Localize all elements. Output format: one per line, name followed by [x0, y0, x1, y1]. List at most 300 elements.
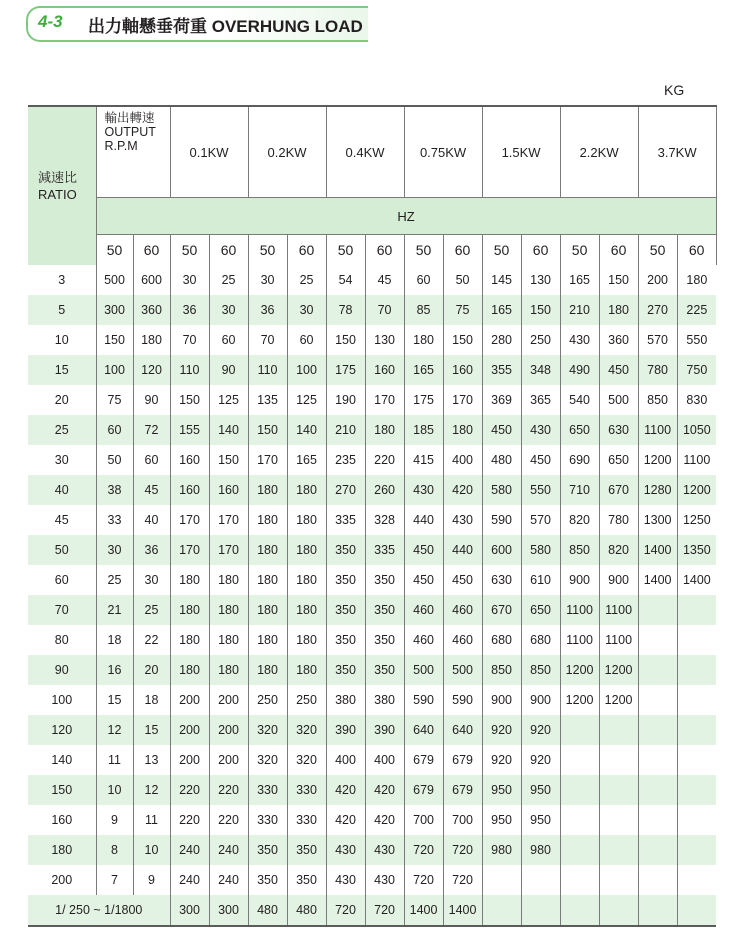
load-cell: 180	[248, 625, 287, 655]
load-cell: 185	[404, 415, 443, 445]
load-cell: 630	[599, 415, 638, 445]
freq-header-14: 50	[638, 235, 677, 266]
table-row	[28, 385, 716, 415]
load-cell: 920	[521, 715, 560, 745]
load-cell: 150	[96, 325, 133, 355]
load-cell: 180	[287, 535, 326, 565]
table-row	[28, 445, 716, 475]
load-cell: 30	[248, 265, 287, 295]
load-cell: 160	[443, 355, 482, 385]
load-cell: 720	[443, 835, 482, 865]
load-cell: 125	[287, 385, 326, 415]
load-cell: 580	[521, 535, 560, 565]
load-cell: 60	[404, 265, 443, 295]
ratio-cell: 20	[28, 385, 96, 415]
load-cell: 950	[521, 775, 560, 805]
load-cell: 180	[287, 505, 326, 535]
load-cell: 440	[443, 535, 482, 565]
load-cell: 200	[170, 715, 209, 745]
load-cell: 420	[326, 775, 365, 805]
load-cell: 180	[443, 415, 482, 445]
load-cell: 25	[96, 565, 133, 595]
load-cell: 355	[482, 355, 521, 385]
load-cell: 130	[365, 325, 404, 355]
load-cell: 25	[287, 265, 326, 295]
load-cell: 320	[287, 715, 326, 745]
load-cell: 950	[482, 775, 521, 805]
load-cell: 100	[96, 355, 133, 385]
load-cell: 570	[521, 505, 560, 535]
load-cell: 11	[133, 805, 170, 835]
freq-header-13: 60	[599, 235, 638, 266]
load-cell: 360	[599, 325, 638, 355]
load-cell	[560, 715, 599, 745]
load-cell: 820	[560, 505, 599, 535]
load-cell: 430	[365, 865, 404, 895]
load-cell: 1200	[638, 445, 677, 475]
load-cell: 165	[404, 355, 443, 385]
ratio-cell: 70	[28, 595, 96, 625]
load-cell: 500	[404, 655, 443, 685]
load-cell: 8	[96, 835, 133, 865]
load-cell: 13	[133, 745, 170, 775]
load-cell: 350	[365, 625, 404, 655]
load-cell: 480	[482, 445, 521, 475]
freq-header-12: 50	[560, 235, 599, 266]
load-cell: 50	[96, 445, 133, 475]
load-cell: 335	[326, 505, 365, 535]
ratio-cell: 180	[28, 835, 96, 865]
load-cell: 85	[404, 295, 443, 325]
ratio-cell: 30	[28, 445, 96, 475]
ratio-cell: 3	[28, 265, 96, 295]
load-cell: 280	[482, 325, 521, 355]
load-cell: 170	[248, 445, 287, 475]
load-cell: 170	[170, 535, 209, 565]
load-cell: 720	[365, 895, 404, 926]
load-cell: 210	[560, 295, 599, 325]
load-cell: 20	[133, 655, 170, 685]
load-cell: 300	[170, 895, 209, 926]
load-cell: 1100	[599, 595, 638, 625]
ratio-label-en: RATIO	[38, 187, 77, 202]
load-cell: 21	[96, 595, 133, 625]
load-cell	[560, 835, 599, 865]
rpm-label: R.P.M	[104, 139, 138, 153]
load-cell: 45	[365, 265, 404, 295]
load-cell: 450	[482, 415, 521, 445]
load-cell: 400	[443, 445, 482, 475]
freq-header-8: 50	[404, 235, 443, 266]
section-number: 4-3	[38, 12, 63, 31]
load-cell: 140	[209, 415, 248, 445]
load-cell: 580	[482, 475, 521, 505]
load-cell: 920	[521, 745, 560, 775]
output-label-cn: 輸出轉速	[104, 111, 155, 125]
load-cell: 350	[326, 595, 365, 625]
freq-header-11: 60	[521, 235, 560, 266]
load-cell: 100	[287, 355, 326, 385]
load-cell: 1300	[638, 505, 677, 535]
power-header-1: 0.2KW	[248, 106, 326, 198]
ratio-cell: 60	[28, 565, 96, 595]
load-cell: 679	[443, 745, 482, 775]
load-cell: 350	[287, 835, 326, 865]
ratio-cell: 160	[28, 805, 96, 835]
load-cell: 180	[209, 625, 248, 655]
load-cell: 570	[638, 325, 677, 355]
load-cell: 10	[133, 835, 170, 865]
load-cell: 175	[326, 355, 365, 385]
load-cell: 710	[560, 475, 599, 505]
load-cell: 350	[248, 865, 287, 895]
load-cell	[560, 805, 599, 835]
load-cell: 160	[365, 355, 404, 385]
output-rpm-header	[96, 106, 170, 198]
table-row	[28, 805, 716, 835]
load-cell: 180	[404, 325, 443, 355]
load-cell: 350	[365, 595, 404, 625]
load-cell: 420	[365, 805, 404, 835]
unit-label: KG	[664, 82, 685, 98]
load-cell: 210	[326, 415, 365, 445]
load-cell	[677, 805, 716, 835]
load-cell: 180	[209, 655, 248, 685]
ratio-cell: 140	[28, 745, 96, 775]
load-cell: 30	[209, 295, 248, 325]
load-cell: 348	[521, 355, 560, 385]
load-cell: 780	[599, 505, 638, 535]
load-cell: 610	[521, 565, 560, 595]
load-cell: 1280	[638, 475, 677, 505]
table-row	[28, 565, 716, 595]
load-cell: 10	[96, 775, 133, 805]
load-cell: 150	[209, 445, 248, 475]
load-cell: 9	[133, 865, 170, 895]
load-cell: 150	[521, 295, 560, 325]
load-cell: 690	[560, 445, 599, 475]
freq-header-3: 60	[209, 235, 248, 266]
load-cell: 980	[482, 835, 521, 865]
load-cell: 220	[170, 805, 209, 835]
load-cell: 180	[287, 655, 326, 685]
load-cell: 450	[404, 565, 443, 595]
load-cell: 1100	[599, 625, 638, 655]
load-cell: 750	[677, 355, 716, 385]
load-cell	[677, 655, 716, 685]
ratio-cell: 150	[28, 775, 96, 805]
load-cell: 650	[521, 595, 560, 625]
load-cell: 350	[365, 565, 404, 595]
load-cell: 200	[638, 265, 677, 295]
load-cell: 450	[404, 535, 443, 565]
load-cell	[677, 745, 716, 775]
load-cell: 350	[326, 535, 365, 565]
hz-header: HZ	[96, 198, 716, 235]
load-cell: 90	[209, 355, 248, 385]
load-cell: 1050	[677, 415, 716, 445]
load-cell: 180	[170, 625, 209, 655]
load-cell: 1400	[638, 565, 677, 595]
freq-header-2: 50	[170, 235, 209, 266]
load-cell: 150	[170, 385, 209, 415]
load-cell: 70	[170, 325, 209, 355]
ratio-cell: 200	[28, 865, 96, 895]
load-cell: 640	[404, 715, 443, 745]
load-cell: 60	[96, 415, 133, 445]
load-cell: 220	[209, 775, 248, 805]
load-cell	[677, 865, 716, 895]
load-cell	[638, 895, 677, 926]
load-cell: 250	[248, 685, 287, 715]
load-cell: 25	[209, 265, 248, 295]
load-cell: 679	[443, 775, 482, 805]
load-cell	[677, 715, 716, 745]
load-cell: 320	[287, 745, 326, 775]
load-cell: 850	[482, 655, 521, 685]
load-cell: 180	[248, 475, 287, 505]
load-cell: 328	[365, 505, 404, 535]
ratio-cell: 45	[28, 505, 96, 535]
load-cell: 155	[170, 415, 209, 445]
load-cell: 1100	[560, 595, 599, 625]
load-cell: 500	[443, 655, 482, 685]
load-cell: 60	[133, 445, 170, 475]
load-cell: 700	[404, 805, 443, 835]
load-cell: 130	[521, 265, 560, 295]
load-cell	[599, 865, 638, 895]
load-cell	[638, 835, 677, 865]
load-cell: 400	[365, 745, 404, 775]
load-cell: 460	[404, 625, 443, 655]
load-cell: 170	[170, 505, 209, 535]
load-cell: 320	[248, 715, 287, 745]
load-cell: 38	[96, 475, 133, 505]
load-cell: 640	[443, 715, 482, 745]
load-cell: 350	[287, 865, 326, 895]
load-cell: 369	[482, 385, 521, 415]
ratio-cell: 50	[28, 535, 96, 565]
load-cell: 170	[209, 535, 248, 565]
load-cell	[560, 745, 599, 775]
load-cell: 150	[599, 265, 638, 295]
load-cell: 950	[521, 805, 560, 835]
table-row	[28, 475, 716, 505]
load-cell: 120	[133, 355, 170, 385]
ratio-cell: 15	[28, 355, 96, 385]
load-cell: 60	[209, 325, 248, 355]
load-cell: 380	[326, 685, 365, 715]
load-cell: 850	[560, 535, 599, 565]
load-cell: 430	[443, 505, 482, 535]
load-cell: 165	[482, 295, 521, 325]
power-header-2: 0.4KW	[326, 106, 404, 198]
load-cell	[599, 805, 638, 835]
load-cell: 680	[521, 625, 560, 655]
load-cell: 1200	[599, 685, 638, 715]
load-cell: 36	[133, 535, 170, 565]
load-cell: 180	[287, 475, 326, 505]
load-cell: 900	[560, 565, 599, 595]
load-cell: 200	[209, 745, 248, 775]
load-cell: 170	[443, 385, 482, 415]
load-cell: 36	[170, 295, 209, 325]
load-cell	[560, 895, 599, 926]
power-header-6: 3.7KW	[638, 106, 716, 198]
freq-header-7: 60	[365, 235, 404, 266]
load-cell	[638, 625, 677, 655]
load-cell: 1400	[404, 895, 443, 926]
load-cell: 460	[443, 595, 482, 625]
load-cell: 600	[133, 265, 170, 295]
load-cell: 350	[326, 625, 365, 655]
load-cell: 180	[209, 595, 248, 625]
load-cell: 1350	[677, 535, 716, 565]
load-cell	[599, 715, 638, 745]
load-cell: 720	[404, 835, 443, 865]
load-cell: 16	[96, 655, 133, 685]
load-cell: 140	[287, 415, 326, 445]
load-cell: 180	[287, 565, 326, 595]
load-cell: 850	[638, 385, 677, 415]
load-cell	[560, 865, 599, 895]
load-cell: 220	[209, 805, 248, 835]
load-cell: 160	[170, 445, 209, 475]
load-cell: 15	[133, 715, 170, 745]
load-cell: 460	[404, 595, 443, 625]
load-cell: 1250	[677, 505, 716, 535]
load-cell: 820	[599, 535, 638, 565]
load-cell: 980	[521, 835, 560, 865]
load-cell: 18	[96, 625, 133, 655]
load-cell: 430	[521, 415, 560, 445]
load-cell: 1200	[599, 655, 638, 685]
load-cell: 679	[404, 775, 443, 805]
ratio-cell: 90	[28, 655, 96, 685]
load-cell	[677, 595, 716, 625]
load-cell	[638, 715, 677, 745]
load-cell: 460	[443, 625, 482, 655]
load-cell	[677, 895, 716, 926]
load-cell: 75	[443, 295, 482, 325]
load-cell	[677, 775, 716, 805]
load-cell: 170	[365, 385, 404, 415]
load-cell: 380	[365, 685, 404, 715]
load-cell: 590	[482, 505, 521, 535]
freq-header-9: 60	[443, 235, 482, 266]
load-cell: 78	[326, 295, 365, 325]
load-cell: 22	[133, 625, 170, 655]
load-cell: 1200	[677, 475, 716, 505]
load-cell: 1200	[560, 655, 599, 685]
load-cell: 240	[170, 835, 209, 865]
load-cell: 180	[209, 565, 248, 595]
load-cell: 200	[209, 685, 248, 715]
load-cell: 350	[326, 565, 365, 595]
ratio-label-cn: 減速比	[38, 170, 78, 185]
ratio-cell: 40	[28, 475, 96, 505]
load-cell: 12	[133, 775, 170, 805]
load-cell: 500	[599, 385, 638, 415]
load-cell: 220	[365, 445, 404, 475]
freq-header-6: 50	[326, 235, 365, 266]
load-cell	[560, 775, 599, 805]
load-cell: 430	[560, 325, 599, 355]
load-cell: 900	[482, 685, 521, 715]
load-cell: 11	[96, 745, 133, 775]
load-cell: 680	[482, 625, 521, 655]
load-cell: 180	[170, 565, 209, 595]
load-cell: 480	[287, 895, 326, 926]
power-header-0: 0.1KW	[170, 106, 248, 198]
load-cell	[638, 745, 677, 775]
load-cell: 1200	[560, 685, 599, 715]
load-cell: 220	[170, 775, 209, 805]
load-cell: 180	[365, 415, 404, 445]
load-cell: 33	[96, 505, 133, 535]
load-cell: 330	[287, 805, 326, 835]
load-cell: 490	[560, 355, 599, 385]
load-cell	[638, 775, 677, 805]
load-cell: 72	[133, 415, 170, 445]
load-cell: 180	[677, 265, 716, 295]
table-row	[28, 775, 716, 805]
load-cell: 420	[365, 775, 404, 805]
load-cell: 780	[638, 355, 677, 385]
load-cell: 36	[248, 295, 287, 325]
load-cell: 25	[133, 595, 170, 625]
load-cell: 440	[404, 505, 443, 535]
load-cell: 160	[170, 475, 209, 505]
load-cell: 1100	[560, 625, 599, 655]
load-cell: 30	[96, 535, 133, 565]
overhung-load-table	[28, 105, 717, 927]
load-cell: 180	[248, 655, 287, 685]
power-header-3: 0.75KW	[404, 106, 482, 198]
load-cell: 18	[133, 685, 170, 715]
table-row	[28, 685, 716, 715]
load-cell: 550	[521, 475, 560, 505]
table-row	[28, 895, 716, 926]
load-cell: 12	[96, 715, 133, 745]
load-cell: 160	[209, 475, 248, 505]
load-cell: 270	[326, 475, 365, 505]
load-cell: 365	[521, 385, 560, 415]
load-cell: 550	[677, 325, 716, 355]
freq-header-15: 60	[677, 235, 716, 266]
load-cell: 350	[248, 835, 287, 865]
load-cell: 175	[404, 385, 443, 415]
load-cell	[638, 865, 677, 895]
load-cell: 335	[365, 535, 404, 565]
load-cell: 170	[209, 505, 248, 535]
load-cell: 150	[326, 325, 365, 355]
table-row	[28, 745, 716, 775]
load-cell	[482, 895, 521, 926]
load-cell: 7	[96, 865, 133, 895]
load-cell	[638, 655, 677, 685]
power-header-4: 1.5KW	[482, 106, 560, 198]
load-cell	[521, 865, 560, 895]
load-cell	[638, 595, 677, 625]
freq-header-4: 50	[248, 235, 287, 266]
load-cell: 165	[287, 445, 326, 475]
load-cell: 1100	[677, 445, 716, 475]
load-cell: 180	[599, 295, 638, 325]
load-cell: 15	[96, 685, 133, 715]
load-cell: 450	[443, 565, 482, 595]
load-cell: 450	[521, 445, 560, 475]
